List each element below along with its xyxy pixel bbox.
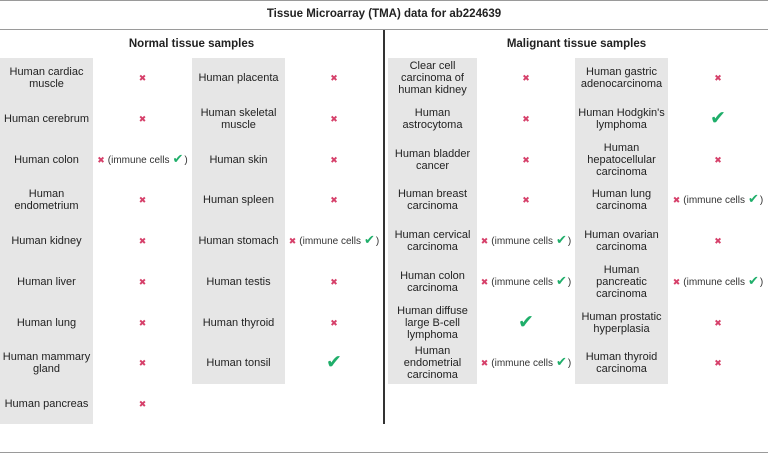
result-cell — [668, 99, 768, 140]
result-cell — [285, 302, 383, 343]
tissue-name: Human tonsil — [206, 357, 271, 370]
cross-icon: ✖ — [138, 114, 147, 125]
check-icon: ✔ — [518, 311, 534, 333]
immune-cells-note — [491, 234, 571, 248]
tissue-name: Human pancreatic carcinoma — [596, 263, 647, 300]
tissue-name: Human colon — [14, 153, 79, 166]
tissue-name: Human mammary gland — [2, 351, 91, 376]
tissue-name: Human endometrium — [14, 188, 79, 213]
immune-cells-note — [491, 272, 572, 289]
result-cell — [477, 262, 575, 303]
result-cell — [285, 58, 383, 99]
result-cell — [477, 302, 575, 343]
result-cell — [93, 343, 192, 384]
tissue-name: Human thyroid — [202, 316, 275, 329]
cross-icon: ✖ — [480, 276, 489, 287]
cross-icon: ✖ — [138, 398, 147, 409]
immune-cells-note — [683, 272, 764, 289]
tissue-name: Human lung — [16, 316, 77, 329]
immune-cells-close: ) — [375, 236, 380, 248]
result-cell — [477, 221, 575, 262]
result-cell — [285, 99, 383, 140]
immune-cells-close: ) — [759, 195, 764, 207]
tissue-name: Human testis — [206, 275, 271, 288]
cross-icon: ✖ — [522, 73, 530, 84]
immune-cells-close: ) — [567, 276, 572, 288]
immune-cells-label: (immune cells — [491, 358, 553, 370]
cross-icon: ✖ — [138, 236, 147, 247]
cross-icon: ✖ — [672, 276, 681, 287]
immune-cells-label: (immune cells — [107, 154, 170, 166]
check-icon: ✔ — [555, 232, 567, 248]
immune-cells-note — [107, 150, 188, 167]
result-cell — [285, 343, 383, 384]
tissue-name: Human stomach — [198, 235, 279, 248]
result-cell — [285, 180, 383, 221]
immune-cells-label: (immune cells — [491, 276, 553, 288]
cross-icon: ✖ — [522, 154, 530, 165]
cross-icon: ✖ — [138, 317, 147, 328]
result-cell — [477, 139, 575, 180]
tissue-name: Human Hodgkin's lymphoma — [578, 107, 665, 132]
cross-icon: ✖ — [714, 317, 722, 328]
tissue-name: Human prostatic hyperplasia — [581, 310, 662, 335]
result-cell — [477, 343, 575, 384]
result-cell — [477, 180, 575, 221]
tissue-name: Human liver — [17, 275, 76, 288]
tissue-name: Human kidney — [11, 235, 82, 248]
cross-icon: ✖ — [714, 73, 722, 84]
tissue-name: Human spleen — [203, 194, 274, 207]
cross-icon: ✖ — [714, 236, 722, 247]
result-cell — [668, 343, 768, 384]
cross-icon: ✖ — [714, 358, 722, 369]
result-cell — [93, 180, 192, 221]
result-cell — [93, 58, 192, 99]
immune-cells-close: ) — [759, 276, 764, 288]
tissue-name: Human hepatocellular carcinoma — [587, 141, 656, 178]
tissue-name: Human gastric adenocarcinoma — [580, 66, 663, 91]
check-icon: ✔ — [555, 272, 567, 288]
result-cell — [285, 221, 383, 262]
result-cell — [477, 99, 575, 140]
cross-icon: ✖ — [138, 195, 147, 206]
check-icon: ✔ — [747, 191, 759, 207]
result-cell — [668, 221, 768, 262]
check-icon: ✔ — [710, 108, 726, 130]
cross-icon: ✖ — [480, 358, 489, 369]
tissue-name: Human skin — [209, 153, 268, 166]
normal-section-heading: Normal tissue samples — [128, 38, 255, 50]
cross-icon: ✖ — [330, 73, 338, 84]
result-cell — [668, 58, 768, 99]
cross-icon: ✖ — [714, 154, 722, 165]
cross-icon: ✖ — [138, 358, 147, 369]
result-cell — [477, 58, 575, 99]
cross-icon: ✖ — [138, 73, 147, 84]
tissue-name: Human lung carcinoma — [591, 188, 652, 213]
result-cell — [93, 221, 192, 262]
result-cell — [285, 139, 383, 180]
immune-cells-note — [491, 356, 571, 370]
immune-cells-label: (immune cells — [683, 276, 745, 288]
result-cell — [668, 302, 768, 343]
tissue-name: Human colon carcinoma — [400, 269, 465, 294]
result-cell — [93, 384, 192, 425]
cross-icon: ✖ — [672, 195, 681, 206]
immune-cells-close: ) — [567, 236, 572, 248]
immune-cells-label: (immune cells — [683, 195, 745, 207]
result-cell — [668, 262, 768, 303]
check-icon: ✔ — [555, 354, 567, 370]
tissue-name: Clear cell carcinoma of human kidney — [398, 60, 467, 97]
tissue-name: Human pancreas — [4, 397, 89, 410]
tissue-name: Human cardiac muscle — [9, 66, 84, 91]
immune-cells-close: ) — [567, 358, 572, 370]
check-icon: ✔ — [747, 272, 759, 288]
tissue-name: Human cerebrum — [4, 113, 89, 126]
result-cell — [93, 302, 192, 343]
tissue-name: Human bladder cancer — [394, 147, 471, 172]
result-cell — [93, 99, 192, 140]
result-cell — [93, 262, 192, 303]
tissue-name: Human cervical carcinoma — [394, 229, 471, 254]
tissue-name: Human placenta — [198, 72, 279, 85]
immune-cells-close: ) — [184, 154, 188, 166]
cross-icon: ✖ — [138, 276, 147, 287]
tissue-name: Human thyroid carcinoma — [585, 351, 658, 376]
result-cell — [285, 262, 383, 303]
tissue-name: Human skeletal muscle — [200, 107, 277, 132]
immune-cells-note — [299, 234, 379, 248]
result-cell — [668, 139, 768, 180]
cross-icon: ✖ — [288, 236, 297, 247]
cross-icon: ✖ — [330, 154, 338, 165]
cross-icon: ✖ — [97, 154, 105, 165]
result-cell — [93, 139, 192, 180]
immune-cells-label: (immune cells — [299, 236, 361, 248]
immune-cells-label: (immune cells — [491, 236, 553, 248]
tissue-name: Human diffuse large B-cell lymphoma — [397, 304, 468, 341]
cross-icon: ✖ — [330, 195, 338, 206]
check-icon: ✔ — [363, 232, 375, 248]
tissue-name: Human endometrial carcinoma — [403, 345, 462, 382]
section-divider — [383, 30, 385, 424]
cross-icon: ✖ — [330, 276, 338, 287]
tissue-name: Human breast carcinoma — [397, 188, 468, 213]
result-cell — [668, 180, 768, 221]
cross-icon: ✖ — [330, 317, 338, 328]
check-icon: ✔ — [172, 150, 184, 166]
immune-cells-note — [683, 193, 763, 207]
cross-icon: ✖ — [522, 195, 530, 206]
malignant-section-heading: Malignant tissue samples — [506, 38, 647, 50]
cross-icon: ✖ — [522, 114, 530, 125]
check-icon: ✔ — [326, 352, 342, 374]
tissue-name: Human ovarian carcinoma — [584, 229, 659, 254]
table-title: Tissue Microarray (TMA) data for ab224639 — [266, 8, 502, 20]
bottom-border — [0, 452, 768, 453]
cross-icon: ✖ — [480, 236, 489, 247]
tissue-name: Human astrocytoma — [402, 107, 463, 132]
cross-icon: ✖ — [330, 114, 338, 125]
